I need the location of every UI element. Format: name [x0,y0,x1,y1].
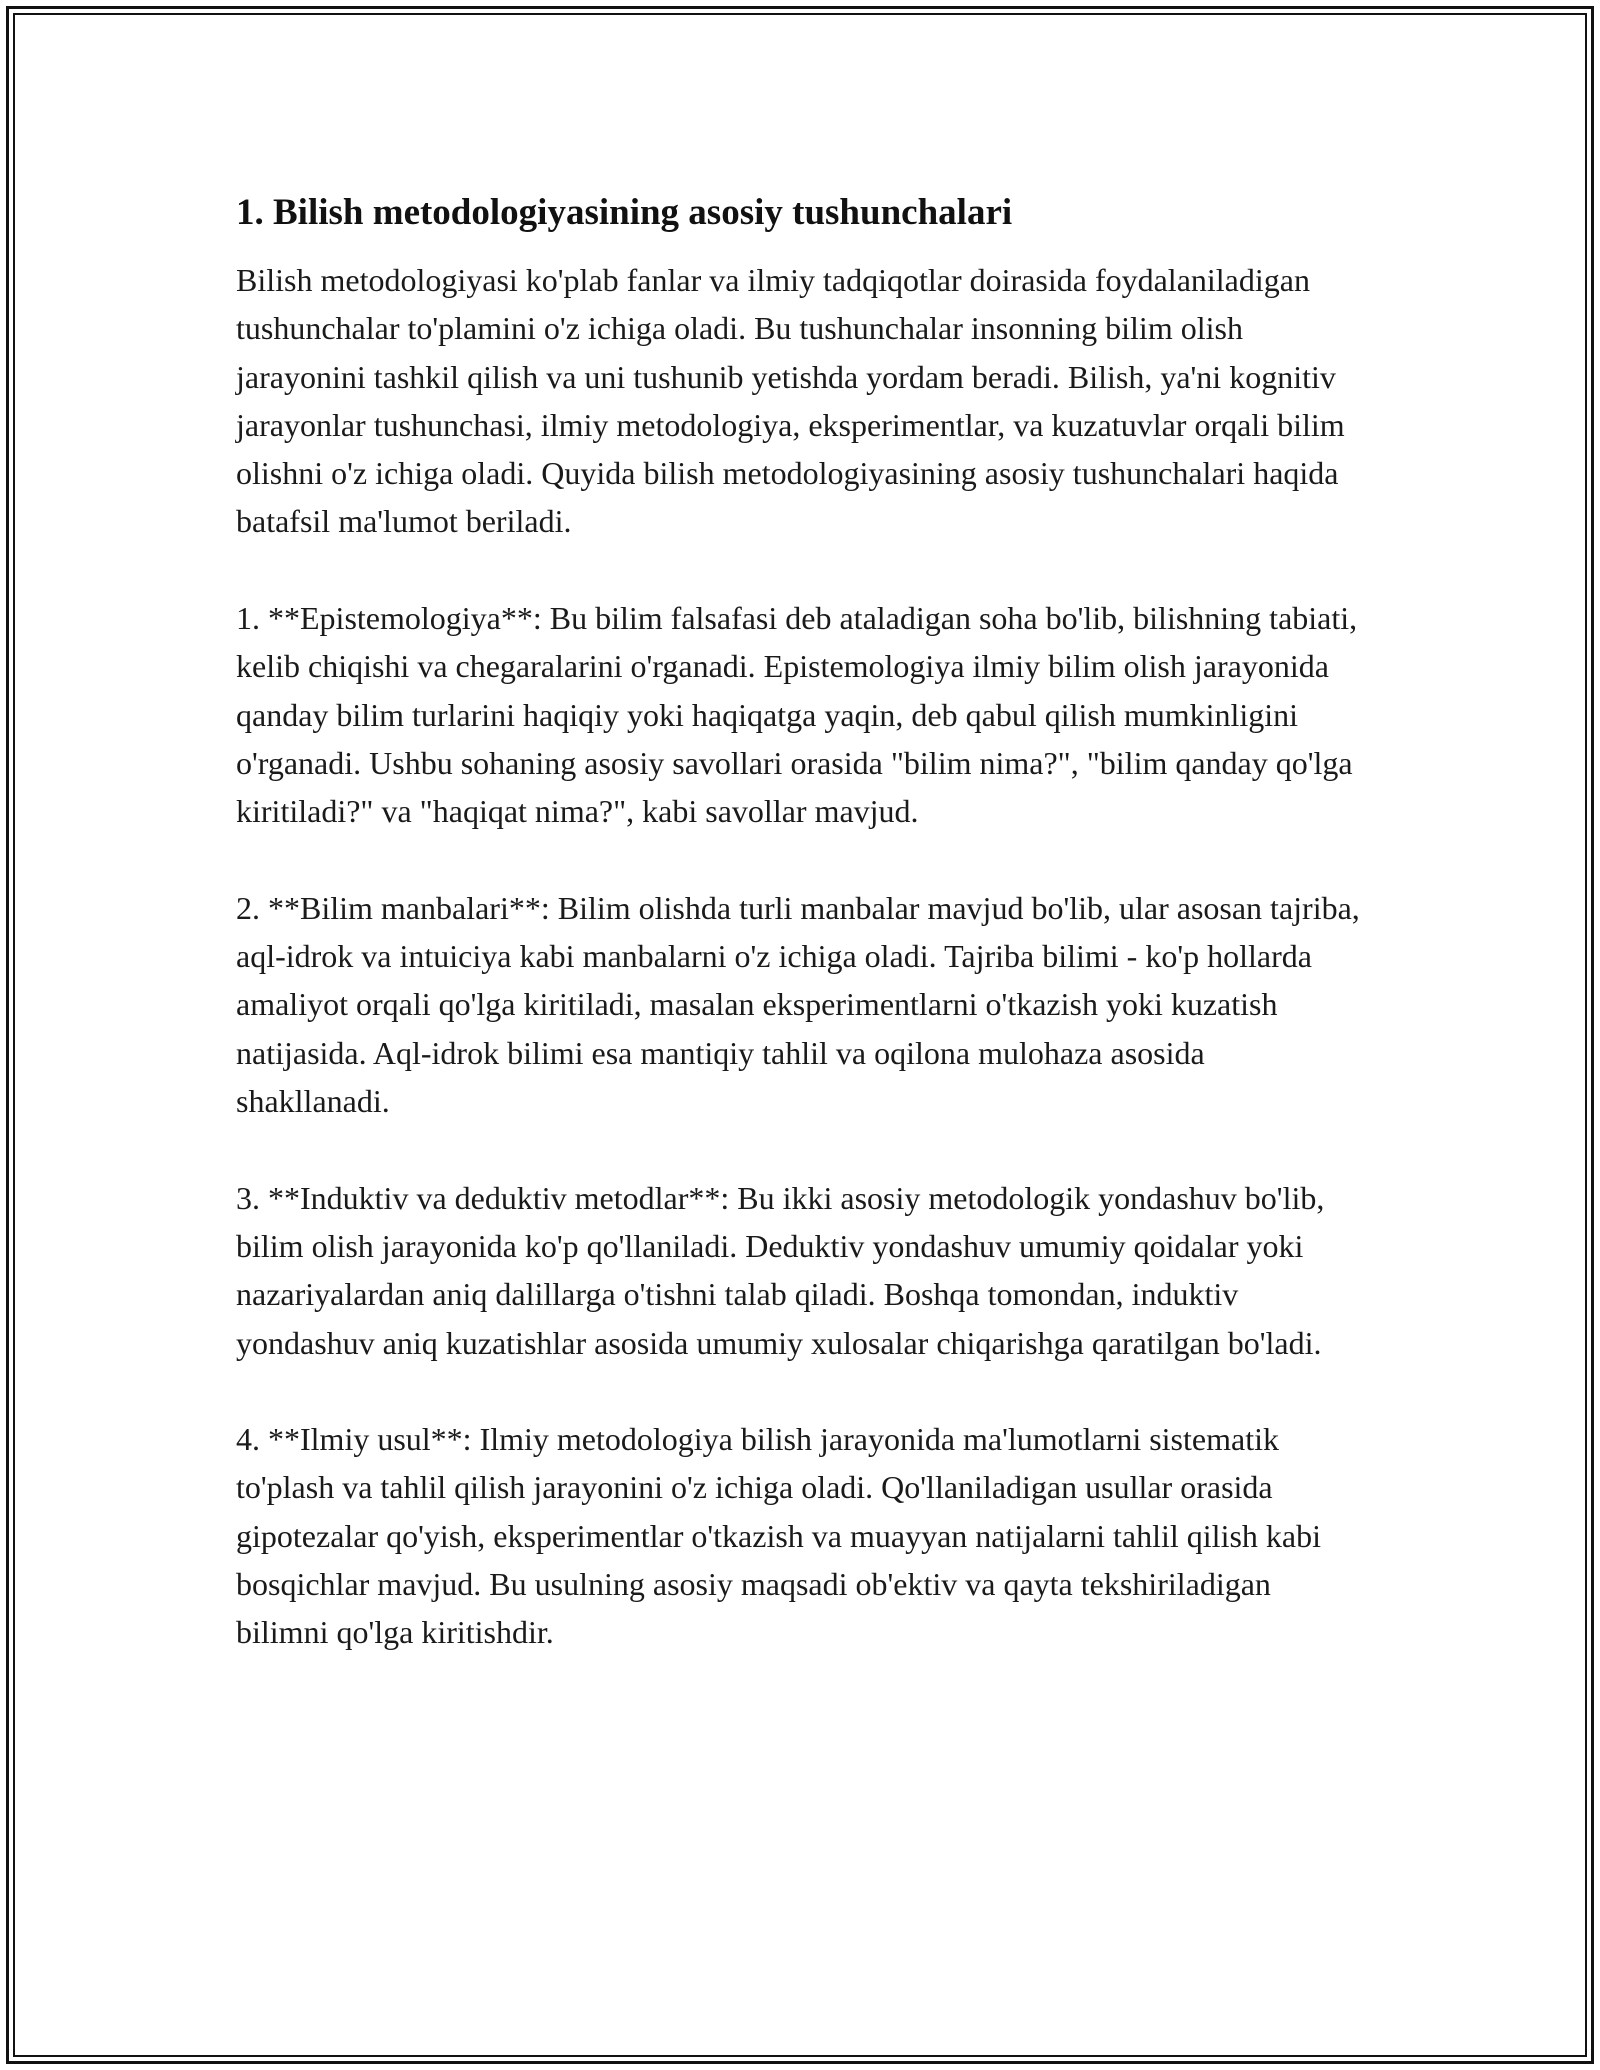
paragraph-epistemologiya: 1. **Epistemologiya**: Bu bilim falsafasi deb ataladigan soha bo'lib, bilishning tabiati, kelib chiqishi va chegaralarini o'rganadi. Epistemologiya ilmiy bilim olish jarayonida qanday bilim turlarini haqiqiy yoki haqiqatga yaqin, deb qabul qilish mumkinligini o'rganadi. Ushbu sohaning asosiy savollari orasida "bilim nima?", "bilim qanday qo'lga kiritiladi?" va "haqiqat nima?", kabi savollar mavjud. [236,600,1358,830]
intro-paragraph: Bilish metodologiyasi ko'plab fanlar va ilmiy tadqiqotlar doirasida foydalaniladigan tushunchalar to'plamini o'z ichiga oladi. Bu tushunchalar insonning bilim olish jarayonini tashkil qilish va uni tushunib yetishda yordam beradi. Bilish, ya'ni kognitiv jarayonlar tushunchasi, ilmiy metodologiya, eksperimentlar, va kuzatuvlar orqali bilim olishni o'z ichiga oladi. Quyida bilish metodologiyasining asosiy tushunchalari haqida batafsil ma'lumot beriladi. [236,262,1345,540]
paragraph-bilim-manbalari: 2. **Bilim manbalari**: Bilim olishda turli manbalar mavjud bo'lib, ular asosan tajriba, aql-idrok va intuiciya kabi manbalarni o'z ichiga oladi. Tajriba bilimi - ko'p hollarda amaliyot orqali qo'lga kiritiladi, masalan eksperimentlarni o'tkazish yoki kuzatish natijasida. Aql-idrok bilimi esa mantiqiy tahlil va oqilona mulohaza asosida shakllanadi. [236,889,1360,1120]
document-title: 1. Bilish metodologiyasining asosiy tushunchalari [236,192,1013,233]
document-body [236,188,1366,1705]
paragraph-ilmiy-usul: 4. **Ilmiy usul**: Ilmiy metodologiya bilish jarayonida ma'lumotlarni sistematik to'plash va tahlil qilish jarayonini o'z ichiga oladi. Qo'llaniladigan usullar orasida gipotezalar qo'yish, eksperimentlar o'tkazish va muayyan natijalarni tahlil qilish kabi bosqichlar mavjud. Bu usulning asosiy maqsadi ob'ektiv va qayta tekshiriladigan bilimni qo'lga kiritishdir. [236,1421,1321,1651]
paragraph-induktiv-deduktiv: 3. **Induktiv va deduktiv metodlar**: Bu ikki asosiy metodologik yondashuv bo'lib, bilim olish jarayonida ko'p qo'llaniladi. Deduktiv yondashuv umumiy qoidalar yoki nazariyalardan aniq dalillarga o'tishni talab qiladi. Boshqa tomondan, induktiv yondashuv aniq kuzatishlar asosida umumiy xulosalar chiqarishga qaratilgan bo'ladi. [236,1179,1325,1361]
